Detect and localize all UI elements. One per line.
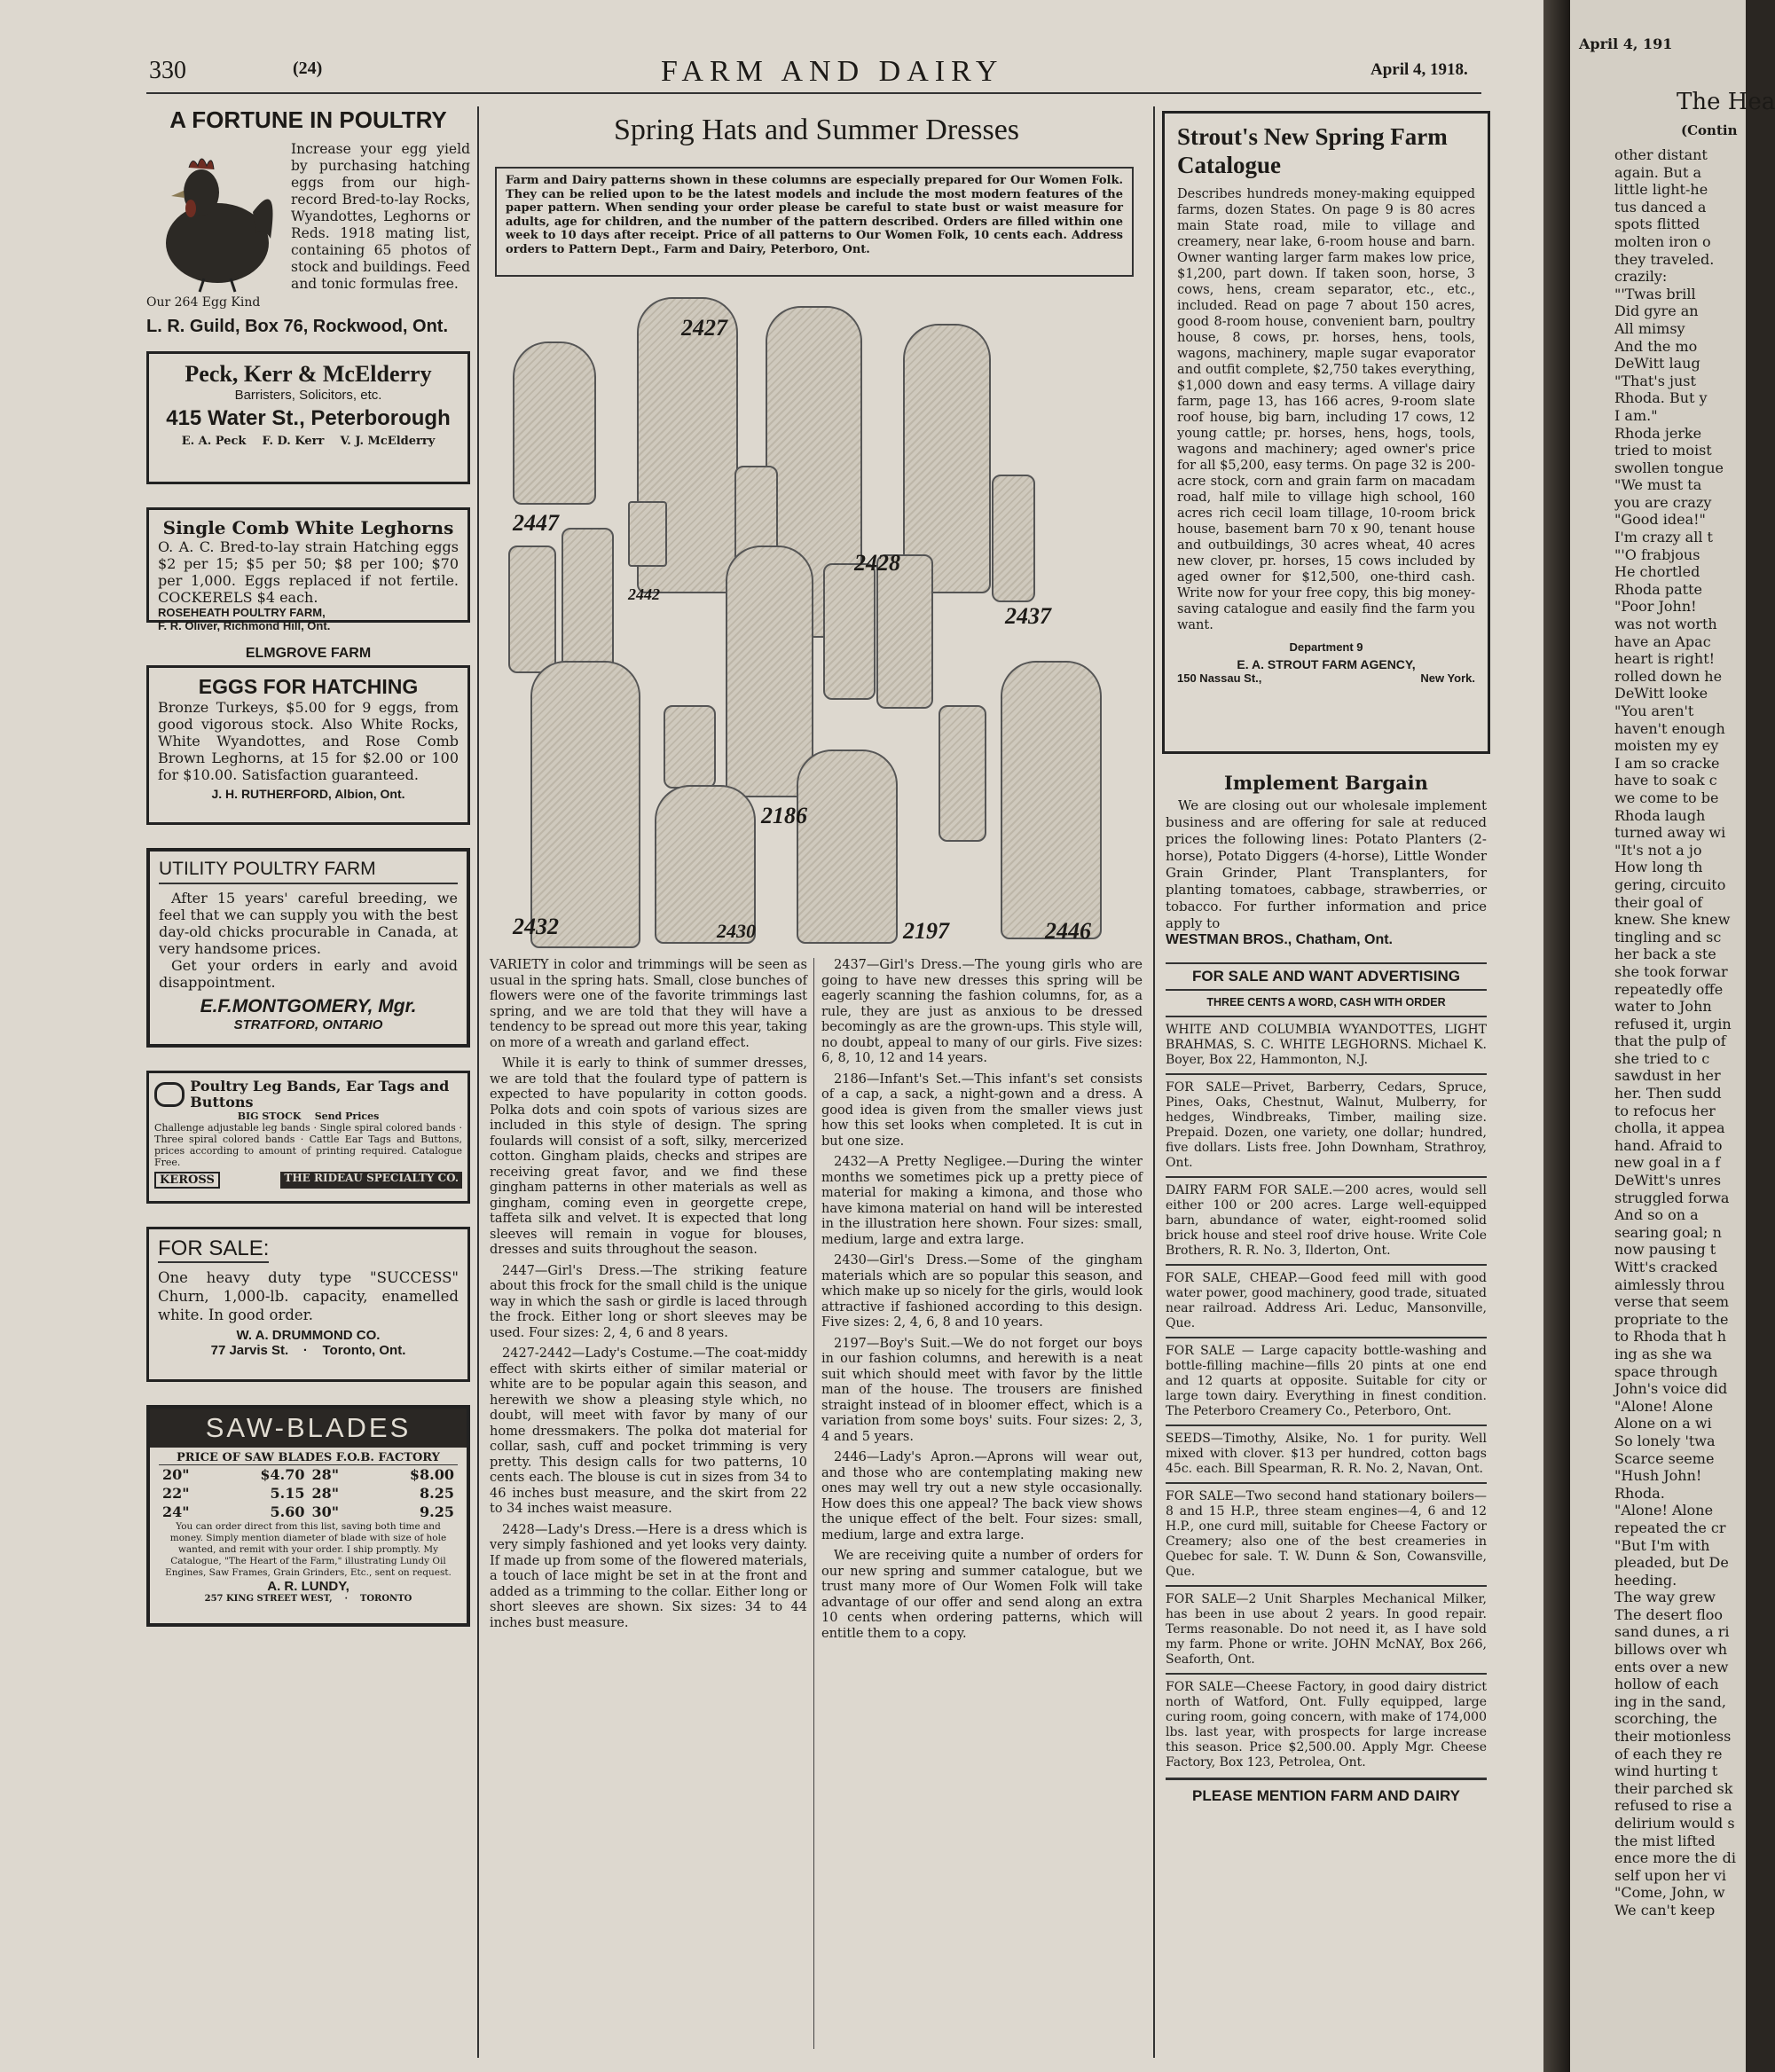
adjacent-text-line: her back a ste	[1614, 946, 1716, 963]
adjacent-text-line: her. Then sudd	[1614, 1085, 1722, 1103]
figure-skirt	[628, 501, 667, 567]
saw-price-cell: 20"	[162, 1466, 190, 1483]
adjacent-text-line: Rhoda.	[1614, 1484, 1665, 1502]
adjacent-text-line: their goal of	[1614, 893, 1703, 911]
page-number: 330	[149, 57, 186, 84]
saw-price-cell: 28"	[311, 1485, 340, 1502]
classified-item: DAIRY FARM FOR SALE.—200 acres, would sell either 100 or 200 acres. Large well-equipped barn, abundance of water, eight-roomed solid brick house and steel roof drive house. Write Cole Brothers, R. R. No. 3, Ilderton, Ont.	[1166, 1176, 1487, 1259]
adjacent-text-line: of each they re	[1614, 1745, 1723, 1762]
adjacent-text-line: All mimsy	[1614, 319, 1685, 337]
saw-price-table	[159, 1465, 458, 1521]
lundy-name: A. R. LUNDY,	[267, 1579, 350, 1594]
adjacent-text-line: their parched sk	[1614, 1779, 1733, 1797]
classified-footer: PLEASE MENTION FARM AND DAIRY	[1166, 1778, 1487, 1805]
peck-sub: Barristers, Solicitors, etc.	[234, 388, 382, 403]
adjacent-text-line: hand. Afraid to	[1614, 1136, 1723, 1154]
leg-bands-body: Challenge adjustable leg bands · Single spiral colored bands · Three spiral colored bands · Cattle Ear Tags and Buttons, prices according to amount of printing required. Catalogue Free.	[154, 1122, 462, 1168]
classified-item: FOR SALE—Privet, Barberry, Cedars, Spruce, Pines, Oaks, Chestnut, Walnut, Mulberry, for hedges, Windbreaks, Timber, mailing size. Prepaid. Dozen, one variety, one dollar; hundred, five dollars. Lists free. John Downham, Strathroy, Ont.	[1166, 1073, 1487, 1171]
lundy-address: 257 KING STREET WEST, · TORONTO	[204, 1594, 412, 1604]
adjacent-text-line: sand dunes, a ri	[1614, 1623, 1730, 1641]
adjacent-text-line: struggled forwa	[1614, 1189, 1730, 1206]
adjacent-text-line: And the mo	[1614, 337, 1698, 355]
adjacent-text-line: I am."	[1614, 406, 1658, 424]
adjacent-text-line: crazily:	[1614, 268, 1668, 286]
figure-dress-2428	[876, 554, 933, 709]
adjacent-text-line: other distant	[1614, 146, 1708, 163]
pattern-label: 2432	[513, 914, 559, 939]
center-column	[486, 106, 1147, 2058]
adjacent-text-line: ing in the sand,	[1614, 1692, 1726, 1710]
page-gutter	[1543, 0, 1570, 2072]
adjacent-text-line: The desert floo	[1614, 1605, 1724, 1623]
adjacent-text-line: that the pulp of	[1614, 1032, 1726, 1050]
adjacent-page	[1570, 0, 1775, 2072]
implement-title: Implement Bargain	[1224, 772, 1428, 794]
article-paragraph: While it is early to think of summer dresses, we are told that the foulard type of pattern is expected to have popularity in cotton goods. Polka dots and coin spots of various sizes are included in this style of design. The spring foulards will consist of a soft, silky, mercerized cotton. Gingham plaids, checks and stripes are receiving great favor, and we find these gingham patterns in other materials as well as gingham, coming even in georgette crepe, taffeta silk and velvet. It is expected that long sleeves will remain in vogue for blouses, dresses and suits throughout the season.	[490, 1056, 807, 1257]
utility-manager: E.F.MONTGOMERY, Mgr.	[200, 996, 417, 1016]
leghorn-owner: F. R. Oliver, Richmond Hill, Ont.	[158, 619, 331, 632]
adjacent-text-line: ents over a new	[1614, 1658, 1729, 1676]
adjacent-text-line: "Alone! Alone	[1614, 1397, 1714, 1415]
classified-item: FOR SALE—2 Unit Sharples Mechanical Milker, has been in use about 2 years. In good repair. Terms reasonable. Do not need it, as I have sold my farm. Phone or write. JOHN McNAY, Box 266, Seaforth, Ont.	[1166, 1585, 1487, 1668]
pattern-label: 2442	[628, 585, 660, 603]
pattern-label: 2447	[513, 510, 559, 536]
pattern-notice	[495, 167, 1134, 277]
header-rule	[146, 92, 1481, 94]
rideau-company: THE RIDEAU SPECIALTY CO.	[280, 1172, 462, 1189]
pattern-label: 2197	[903, 918, 949, 944]
adjacent-text-line: And so on a	[1614, 1206, 1699, 1224]
article-paragraph: 2186—Infant's Set.—This infant's set consists of a cap, a sack, a night-gown and a dress. A good idea is given from the smaller views just how this set looks when completed. It is cut in but one size.	[821, 1071, 1143, 1149]
saw-price-cell: 22"	[162, 1485, 190, 1502]
saw-price-cell: $4.70	[260, 1466, 305, 1483]
issue-date: April 4, 1918.	[1371, 60, 1468, 79]
pattern-label: 2430	[717, 920, 756, 942]
strout-dept: Department 9	[1289, 640, 1363, 654]
article-paragraph: 2437—Girl's Dress.—The young girls who are going to have new dresses this spring will be eagerly scanning the fashion columns, for, as a rule, they are just as anxious to be dressed becomingly as are the grown-ups. This style will, no doubt, appeal to many of our girls. Five sizes: 6, 8, 10, 12 and 14 years.	[821, 958, 1143, 1065]
leghorn-farm: ROSEHEATH POULTRY FARM,	[158, 606, 326, 619]
adjacent-text-line: So lonely 'twa	[1614, 1432, 1716, 1449]
strout-address-city: New York.	[1420, 671, 1475, 685]
adjacent-text-line: "Alone! Alone	[1614, 1502, 1714, 1519]
left-column	[146, 106, 470, 1650]
adjacent-text-line: delirium would s	[1614, 1815, 1735, 1832]
figure-girl-large	[903, 324, 991, 593]
adjacent-text-line: "'O frabjous	[1614, 545, 1700, 563]
saw-price-cell: 5.15	[270, 1485, 305, 1502]
adjacent-text-line: gering, circuito	[1614, 875, 1726, 893]
adjacent-text-line: little light-he	[1614, 181, 1708, 199]
saw-price-cell: 9.25	[420, 1503, 454, 1520]
figure-small-dress-b	[562, 528, 614, 673]
adjacent-text-line: "It's not a jo	[1614, 841, 1702, 859]
adjacent-story-text	[1614, 146, 1746, 1919]
adjacent-text-line: refused it, urgin	[1614, 1015, 1732, 1032]
figure-boy-suit	[797, 750, 898, 944]
classified-item: SEEDS—Timothy, Alsike, No. 1 for purity. Well mixed with clover. $13 per hundred, cotton bags 45c. each. Bill Spearman, R. R. No. 2, Navan, Ont.	[1166, 1424, 1487, 1477]
adjacent-text-line: have an Apac	[1614, 632, 1711, 650]
utility-title: UTILITY POULTRY FARM	[159, 859, 458, 884]
article-paragraph: 2432—A Pretty Negligee.—During the winter months we sometimes pick up a pretty piece of material for making a kimona, and those who have kimona material on hand will be interested in the illustration here shown. Four sizes: small, medium, large and extra large.	[821, 1155, 1143, 1247]
elmgrove-title: EGGS FOR HATCHING	[198, 675, 419, 698]
figure-dress-back	[992, 475, 1035, 602]
adjacent-text-line: tus danced a	[1614, 198, 1707, 216]
classified-item: WHITE AND COLUMBIA WYANDOTTES, LIGHT BRAHMAS, S. C. WHITE LEGHORNS. Michael K. Boyer, Box 22, Hammonton, N.J.	[1166, 1016, 1487, 1068]
utility-poultry-ad	[146, 848, 470, 1048]
section-number: (24)	[293, 59, 323, 78]
adjacent-text-line: propriate to the	[1614, 1310, 1729, 1328]
saw-price-cell: 28"	[311, 1466, 340, 1483]
saw-blades-body: You can order direct from this list, saving both time and money. Simply mention diameter of blade with size of hole wanted, and remit with your order. I ship promptly. My Catalogue, "The Heart of the Farm," illustrating Lundy Oil Engines, Saw Frames, Grain Grinders, Etc., sent on request.	[165, 1521, 452, 1578]
adjacent-text-line: the mist lifted	[1614, 1832, 1716, 1849]
adjacent-text-line: refused to rise a	[1614, 1797, 1732, 1815]
article-column-2	[821, 958, 1143, 2053]
adjacent-text-line: water to John	[1614, 998, 1712, 1016]
adjacent-text-line: "That's just	[1614, 372, 1696, 389]
classified-item: FOR SALE—Two second hand stationary boilers—8 and 15 H.P., three steam engines—4, 6 and 12 H.P., one curd mill, suitable for Cheese Factory or Creamery; also one of the best creameries in Quebec for sale. T. W. Dunn & Son, Cowansville, Que.	[1166, 1482, 1487, 1580]
adjacent-text-line: repeated the cr	[1614, 1519, 1726, 1536]
adjacent-text-line: He chortled	[1614, 563, 1700, 581]
peck-kerr-ad	[146, 351, 470, 484]
adjacent-text-line: verse that seem	[1614, 1293, 1730, 1311]
adjacent-text-line: their motionless	[1614, 1728, 1732, 1746]
right-column	[1162, 111, 1490, 1805]
saw-price-cell: 5.60	[270, 1503, 305, 1520]
article-paragraph: VARIETY in color and trimmings will be seen as usual in the spring hats. Small, close bunches of flowers were one of the favorite trimmings last spring, and we are told that they will have a tendency to be spread out more this year, taking on more of a wreath and garland effect.	[490, 958, 807, 1050]
adjacent-text-line: you are crazy	[1614, 493, 1712, 511]
adjacent-text-line: We can't keep	[1614, 1901, 1716, 1919]
article-paragraph: We are receiving quite a number of orders for our new spring and summer catalogue, but we trust many more of Our Women Folk will take advantage of our offer and send along an extra 10 cents when ordering patterns, which will entitle them to a copy.	[821, 1549, 1143, 1641]
saw-price-cell: 30"	[311, 1503, 340, 1520]
adjacent-text-line: swollen tongue	[1614, 459, 1724, 476]
leg-bands-title: Poultry Leg Bands, Ear Tags and Buttons	[190, 1078, 450, 1111]
rooster-image	[146, 141, 279, 292]
figure-girl-dress	[513, 341, 596, 505]
adjacent-text-line: I am so cracke	[1614, 754, 1720, 772]
adjacent-text-line: again. But a	[1614, 163, 1702, 181]
article-column-rule	[813, 958, 814, 2049]
adjacent-text-line: haven't enough	[1614, 719, 1725, 737]
churn-body: One heavy duty type "SUCCESS" Churn, 1,000-lb. capacity, enamelled white. In good order.	[158, 1269, 459, 1323]
elmgrove-ad	[146, 646, 470, 825]
saw-blades-title: SAW-BLADES	[150, 1409, 467, 1448]
adjacent-text-line: rolled down he	[1614, 667, 1723, 685]
utility-p1: After 15 years' careful breeding, we feel that we can supply you with the best day-old chicks procurable in Canada, at very handsome prices.	[159, 890, 458, 957]
saw-price-cell: 8.25	[420, 1485, 454, 1502]
saw-price-row	[159, 1484, 458, 1503]
pattern-label: 2446	[1045, 918, 1091, 944]
rooster-caption: Our 264 Egg Kind	[146, 295, 261, 310]
adjacent-text-line: I'm crazy all t	[1614, 529, 1713, 546]
adjacent-text-line: John's voice did	[1614, 1380, 1728, 1398]
adjacent-text-line: spots flitted	[1614, 216, 1700, 233]
classified-item: FOR SALE — Large capacity bottle-washing and bottle-filling machine—fills 20 pints at one end and 12 quarts at opposite. Suitable for city or large town dairy. Everything in finest condition. The Peterboro Creamery Co., Peterboro, Ont.	[1166, 1337, 1487, 1419]
strout-address-street: 150 Nassau St.,	[1177, 671, 1262, 685]
article-paragraph: 2427-2442—Lady's Costume.—The coat-middy effect with skirts either of similar material or white are to be popular again this season, and herewith we show a pleasing style which, no doubt, will meet with favor by many of our home dressmakers. The polka dot material for collar, sash, cuff and pocket trimming is very pretty. This design calls for two patterns, 10 cents each. The blouse is cut in sizes from 34 to 46 inches bust measure, and the skirt from 22 to 34 inches waist measure.	[490, 1346, 807, 1516]
adjacent-text-line: sawdust in her	[1614, 1067, 1721, 1085]
fashion-illustration	[504, 288, 1129, 949]
for-sale-churn-ad	[146, 1227, 470, 1382]
adjacent-text-line: Rhoda jerke	[1614, 424, 1702, 442]
article-paragraph: 2197—Boy's Suit.—We do not forget our boys in our fashion columns, and herewith is a neat suit which should meet with favor by the little man of the house. The trousers are finished straight instead of in bloomer effect, which is a variation from some boys' suits. Four sizes: 2, 3, 4 and 5 years.	[821, 1336, 1143, 1444]
adjacent-text-line: to refocus her	[1614, 1102, 1716, 1119]
adjacent-text-line: Rhoda. But y	[1614, 389, 1708, 407]
adjacent-text-line: now pausing t	[1614, 1241, 1716, 1259]
poultry-address: L. R. Guild, Box 76, Rockwood, Ont.	[146, 317, 449, 336]
classified-section	[1162, 962, 1490, 1805]
keross-brand: KEROSS	[154, 1172, 220, 1189]
saw-price-row	[159, 1465, 458, 1484]
column-rule	[1153, 106, 1155, 2058]
article-paragraph: 2446—Lady's Apron.—Aprons will wear out, and those who are contemplating making new ones may well try out a new style occasionally. How does this one appeal? The back view shows the unique effect of the belt. Four sizes: small, medium, large and extra large.	[821, 1450, 1143, 1542]
utility-p2: Get your orders in early and avoid disappointment.	[159, 957, 458, 991]
adjacent-text-line: self upon her vi	[1614, 1866, 1727, 1884]
saw-price-row	[159, 1503, 458, 1521]
article-paragraph: 2447—Girl's Dress.—The striking feature about this frock for the small child is the unique way in which the sash or girdle is laced through the frock. Either long or short sleeves may be used. Four sizes: 2, 4, 6 and 8 years.	[490, 1263, 807, 1340]
adjacent-text-line: we come to be	[1614, 789, 1719, 806]
adjacent-text-line: she tried to c	[1614, 1049, 1710, 1067]
churn-address: 77 Jarvis St. · Toronto, Ont.	[210, 1343, 406, 1358]
adjacent-text-line: DeWitt looke	[1614, 685, 1708, 702]
adjacent-text-line: was not worth	[1614, 616, 1717, 633]
adjacent-text-line: DeWitt's unres	[1614, 1172, 1722, 1189]
peck-address: 415 Water St., Peterborough	[166, 406, 451, 430]
pattern-label: 2437	[1005, 603, 1051, 629]
adjacent-continued: (Contin	[1681, 122, 1738, 138]
masthead: FARM AND DAIRY	[661, 55, 1004, 88]
leghorn-body: O. A. C. Bred-to-lay strain Hatching eggs $2 per 15; $5 per 50; $8 per 100; $70 per 1,000. Eggs replaced if not fertile. COCKERELS $4 each.	[158, 538, 459, 606]
adjacent-text-line: pleaded, but De	[1614, 1554, 1729, 1572]
adjacent-text-line: ing as she wa	[1614, 1345, 1712, 1362]
adjacent-text-line: "Come, John, w	[1614, 1884, 1725, 1902]
adjacent-text-line: space through	[1614, 1362, 1718, 1380]
elmgrove-address: J. H. RUTHERFORD, Albion, Ont.	[211, 787, 405, 801]
strout-agency: E. A. STROUT FARM AGENCY,	[1237, 657, 1416, 671]
adjacent-text-line: Rhoda laugh	[1614, 806, 1706, 824]
figure-infant-gown	[726, 545, 813, 797]
saw-price-heading: PRICE OF SAW BLADES F.O.B. FACTORY	[159, 1451, 458, 1465]
adjacent-text-line: scorching, the	[1614, 1710, 1717, 1728]
adjacent-text-line: to Rhoda that h	[1614, 1328, 1727, 1346]
adjacent-text-line: moisten my ey	[1614, 737, 1719, 755]
classified-item: FOR SALE, CHEAP.—Good feed mill with good water power, good machinery, good trade, situated near railroad. Address Ari. Leduc, Mansonville, Que.	[1166, 1264, 1487, 1331]
pattern-label: 2428	[854, 550, 900, 576]
adjacent-text-line: heart is right!	[1614, 650, 1716, 668]
strout-ad	[1162, 111, 1490, 754]
churn-company: W. A. DRUMMOND CO.	[236, 1328, 381, 1343]
adjacent-text-line: How long th	[1614, 859, 1703, 876]
adjacent-text-line: Scarce seeme	[1614, 1449, 1715, 1467]
poultry-ad	[146, 106, 470, 337]
adjacent-text-line: "You aren't	[1614, 702, 1694, 719]
adjacent-text-line: repeatedly offe	[1614, 980, 1724, 998]
strout-title: Strout's New Spring Farm Catalogue	[1177, 123, 1448, 178]
poultry-body: Increase your egg yield by purchasing hatching eggs from our high-record Bred-to-lay Rocks, Wyandottes, Leghorns or Reds. 1918 mating list, containing 65 photos of stock and buildings. Feed and tonic formulas free.	[291, 141, 470, 292]
adjacent-date: April 4, 191	[1579, 35, 1673, 52]
adjacent-text-line: have to soak c	[1614, 772, 1717, 789]
implement-sig: WESTMAN BROS., Chatham, Ont.	[1166, 932, 1393, 947]
leg-band-icon	[154, 1082, 185, 1107]
leghorn-ad	[146, 507, 470, 632]
figure-apron	[1001, 661, 1102, 939]
figure-apron-back	[939, 705, 986, 842]
classified-title: FOR SALE AND WANT ADVERTISING	[1166, 962, 1487, 991]
adjacent-text-line: Alone on a wi	[1614, 1415, 1712, 1432]
peck-partners: E. A. Peck F. D. Kerr V. J. McElderry	[181, 435, 436, 448]
figure-negligee	[530, 661, 640, 948]
adjacent-text-line: Rhoda patte	[1614, 580, 1702, 598]
article-paragraph: 2428—Lady's Dress.—Here is a dress which is very simply fashioned and yet looks very dainty. If made up from some of the flowered materials, a touch of lace might be set in at the front and added as a trimming to the collar. Either long or short sleeves are shown. Six sizes: 34 to 44 inches bust measure.	[490, 1522, 807, 1630]
adjacent-text-line: cholla, it appea	[1614, 1119, 1725, 1137]
leg-bands-ad	[146, 1071, 470, 1204]
saw-price-cell: 24"	[162, 1503, 190, 1520]
figure-small-set	[664, 705, 716, 789]
adjacent-text-line: knew. She knew	[1614, 911, 1731, 929]
adjacent-text-line: she took forwar	[1614, 962, 1728, 980]
implement-ad	[1162, 772, 1490, 948]
elmgrove-farm: ELMGROVE FARM	[245, 646, 372, 661]
adjacent-text-line: "But I'm with	[1614, 1536, 1710, 1554]
saw-blades-ad	[146, 1405, 470, 1627]
implement-body: We are closing out our wholesale implement business and are offering for sale at reduced prices the following lines: Potato Planters (2-horse), Potato Diggers (4-horse), Little Wonder Grain Grinder, Plant Transplanters, for planting tomatoes, cabbage, strawberries, or tobacco. For further information and price apply to	[1166, 797, 1487, 931]
adjacent-text-line: Did gyre an	[1614, 302, 1699, 320]
adjacent-text-line: new goal in a f	[1614, 1154, 1721, 1172]
adjacent-text-line: ence more the di	[1614, 1849, 1736, 1867]
adjacent-text-line: wind hurting t	[1614, 1762, 1718, 1780]
utility-city: STRATFORD, ONTARIO	[233, 1017, 383, 1032]
classified-rate: THREE CENTS A WORD, CASH WITH ORDER	[1206, 996, 1446, 1009]
adjacent-text-line: The way grew	[1614, 1589, 1716, 1606]
pattern-notice-text: Farm and Dairy patterns shown in these columns are especially prepared for Our Women Folk. They can be relied upon to be the latest models and include the most modern features of the paper pattern. When sending your order please be careful to state bust or waist measure for adults, age for children, and the number of the pattern described. Orders are filled within one week to 10 days after receipt. Price of all patterns to Our Women Folk, 10 cents each. Address orders to Pattern Dept., Farm and Dairy, Peterboro, Ont.	[506, 174, 1123, 256]
figure-infant-dress	[823, 563, 876, 700]
article-title: Spring Hats and Summer Dresses	[613, 114, 1020, 146]
adjacent-text-line: "Good idea!"	[1614, 511, 1706, 529]
adjacent-text-line: "We must ta	[1614, 476, 1702, 494]
classified-item: FOR SALE—Cheese Factory, in good dairy district north of Watford, Ont. Fully equipped, large curing room, going concern, with make of 174,000 lbs. last year, with prospects for large increase this season. Price $2,500.00. Apply Mgr. Cheese Factory, Box 123, Petrolea, Ont.	[1166, 1673, 1487, 1770]
saw-price-cell: $8.00	[409, 1466, 454, 1483]
adjacent-text-line: they traveled.	[1614, 250, 1715, 268]
adjacent-text-line: "Hush John!	[1614, 1467, 1702, 1485]
adjacent-text-line: Witt's cracked	[1614, 1259, 1718, 1275]
peck-name: Peck, Kerr & McElderry	[185, 361, 432, 387]
adjacent-text-line: tingling and sc	[1614, 928, 1722, 946]
adjacent-text-line: DeWitt laug	[1614, 355, 1700, 373]
adjacent-text-line: molten iron o	[1614, 232, 1711, 250]
adjacent-text-line: tried to moist	[1614, 442, 1712, 459]
pattern-label: 2427	[681, 315, 727, 341]
article-column-1	[490, 958, 807, 2053]
leg-bands-sub: BIG STOCK Send Prices	[237, 1111, 380, 1122]
adjacent-text-line: searing goal; n	[1614, 1223, 1722, 1241]
figure-small-dress-a	[508, 545, 556, 673]
churn-title: FOR SALE:	[158, 1236, 269, 1263]
adjacent-text-line: "Poor John!	[1614, 598, 1697, 616]
adjacent-text-line: billows over wh	[1614, 1641, 1728, 1659]
pattern-label: 2186	[761, 803, 807, 828]
strout-body: Describes hundreds money-making equipped farms, dozen States. On page 9 is 80 acres main State road, mile to village and creamery, near lake, 6-room house and barn. Owner wanting larger farm makes low price, $1,200, part down. If taken soon, horse, 3 cows, hens, cream separator, etc., etc., included. Read on page 7 about 150 acres, good 8-room house, convenient barn, poultry house, 8 cows, pr. horses, hens, tools, wagons, machinery, maple sugar evaporator and outfit complete, $2,750 takes everything, $1,000 down and easy terms. A village dairy farm, page 13, has 166 acres, 9-room slate roof house, big barn, including 17 cows, 12 young cattle; pr. horses, hens, hogs, tools, wagons and machinery; aged owner's price for all $5,200, easy terms. On page 32 is 200-acre stock, corn and grain farm on macadam road, half mile to village high school, 160 acres rich cecil loam tillage, 10-room brick house, basement barn 70 x 90, tenant house and outbuildings, 30 acres wheat, 40 acres new clover, pr. horses, 15 cows included by aged owner for $12,500, one-third cash. Write now for your free copy, this big money-saving catalogue and easily find the farm you want.	[1177, 187, 1475, 632]
elmgrove-body: Bronze Turkeys, $5.00 for 9 eggs, from good vigorous stock. Also White Rocks, White Wyandottes, and Rose Comb Brown Leghorns, at 15 for $2.00 or 100 for $10.00. Satisfaction guaranteed.	[158, 699, 459, 783]
leghorn-title: Single Comb White Leghorns	[162, 517, 454, 538]
poultry-title: A FORTUNE IN POULTRY	[169, 106, 447, 133]
adjacent-text-line: turned away wi	[1614, 824, 1726, 842]
adjacent-text-line: "'Twas brill	[1614, 285, 1696, 302]
adjacent-text-line: aimlessly throu	[1614, 1275, 1725, 1293]
adjacent-text-line: hollow of each	[1614, 1676, 1719, 1693]
adjacent-story-title: The Hea	[1677, 89, 1775, 115]
column-rule	[477, 106, 479, 2058]
article-paragraph: 2430—Girl's Dress.—Some of the gingham materials which are so popular this season, and which make up so nicely for the girls, would look attractive if fashioned according to this design. Five sizes: 2, 4, 6, 8 and 10 years.	[821, 1253, 1143, 1330]
adjacent-text-line: heeding.	[1614, 1571, 1677, 1589]
